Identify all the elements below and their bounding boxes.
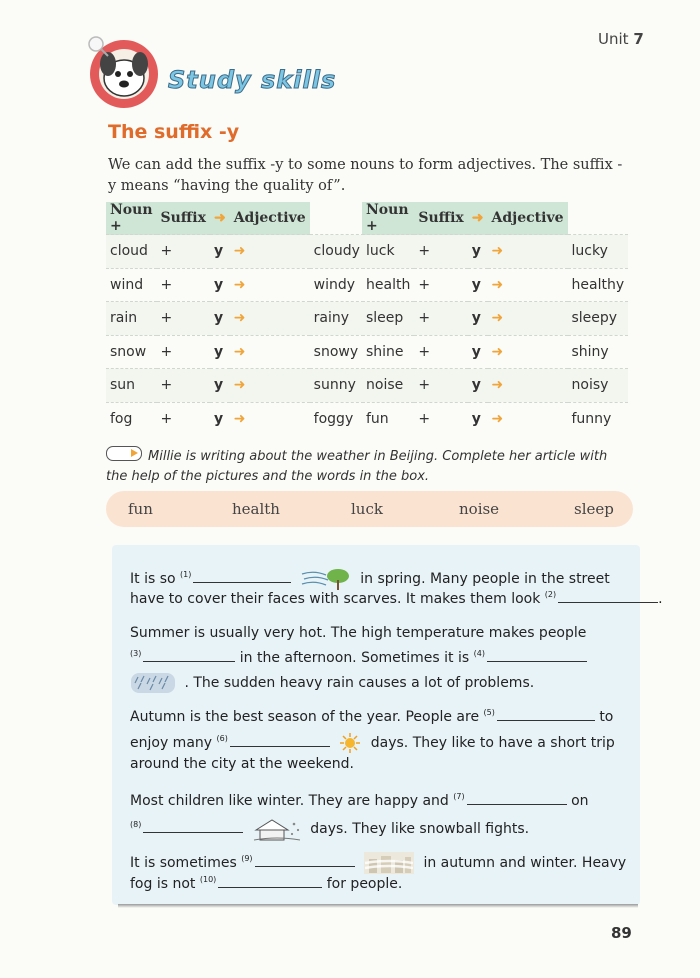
plus-cell: + bbox=[414, 235, 467, 269]
arrow-icon: ➜ bbox=[488, 369, 568, 403]
noun-cell: cloud bbox=[106, 235, 157, 269]
word-box bbox=[106, 491, 633, 527]
article-line: It is sometimes $^{(9)}$ in autumn and winter. Heavy bbox=[130, 851, 626, 875]
arrow-icon: ➜ bbox=[230, 369, 310, 403]
plus-cell: + bbox=[157, 369, 210, 403]
noun-cell: noise bbox=[362, 369, 414, 403]
noun-cell: fog bbox=[106, 402, 157, 435]
article-line: Summer is usually very hot. The high temperature makes people bbox=[130, 625, 587, 641]
page-title: Study skills bbox=[168, 66, 337, 94]
table-row bbox=[106, 302, 364, 336]
plus-cell: + bbox=[414, 402, 467, 435]
article-line: around the city at the weekend. bbox=[130, 756, 354, 772]
snowy-house-icon bbox=[252, 816, 302, 842]
plus-cell: + bbox=[157, 268, 210, 302]
table-row bbox=[362, 369, 628, 403]
noun-cell: rain bbox=[106, 302, 157, 336]
suffix-cell: y bbox=[468, 335, 488, 369]
blank-9[interactable] bbox=[255, 854, 355, 867]
noun-cell: sleep bbox=[362, 302, 414, 336]
table-row bbox=[362, 402, 628, 435]
blank-1[interactable] bbox=[193, 570, 291, 583]
plus-cell: + bbox=[414, 335, 467, 369]
arrow-icon: ➜ bbox=[488, 268, 568, 302]
article-line: have to cover their faces with scarves. It makes them look $^{(2)}$ . bbox=[130, 590, 663, 607]
article-line: Most children like winter. They are happy and $^{(7)}$ on bbox=[130, 792, 589, 809]
adjective-cell: foggy bbox=[310, 402, 364, 435]
adjective-cell: healthy bbox=[568, 268, 629, 302]
blank-4[interactable] bbox=[487, 649, 587, 662]
suffix-cell: y bbox=[210, 402, 230, 435]
blank-6[interactable] bbox=[230, 734, 330, 747]
dog-mascot-icon bbox=[82, 34, 172, 110]
adjective-cell: cloudy bbox=[310, 235, 364, 269]
word-box-item: noise bbox=[459, 500, 500, 518]
windy-tree-icon bbox=[300, 566, 352, 592]
adjective-cell: noisy bbox=[568, 369, 629, 403]
suffix-cell: y bbox=[210, 369, 230, 403]
table-header-row: Noun + Suffix ➜ Adjective bbox=[362, 202, 628, 235]
plus-cell: + bbox=[414, 369, 467, 403]
plus-cell: + bbox=[157, 335, 210, 369]
table-row bbox=[362, 302, 628, 336]
article-line: . The sudden heavy rain causes a lot of problems. bbox=[130, 672, 534, 694]
suffix-cell: y bbox=[210, 335, 230, 369]
plus-cell: + bbox=[157, 235, 210, 269]
blank-8[interactable] bbox=[143, 820, 243, 833]
arrow-icon: ➜ bbox=[488, 335, 568, 369]
suffix-cell: y bbox=[468, 302, 488, 336]
suffix-cell: y bbox=[468, 268, 488, 302]
adjective-cell: snowy bbox=[310, 335, 364, 369]
arrow-icon: ➜ bbox=[230, 302, 310, 336]
article-line: $^{(8)}$ days. They like snowball fights. bbox=[130, 816, 529, 842]
suffix-cell: y bbox=[210, 268, 230, 302]
arrow-icon: ➜ bbox=[488, 402, 568, 435]
intro-text: We can add the suffix -y to some nouns to form adjectives. The suffix -y means “having the quality of”. bbox=[108, 157, 623, 194]
suffix-table-left bbox=[106, 202, 364, 435]
article-line: fog is not $^{(10)}$ for people. bbox=[130, 875, 403, 892]
noun-cell: fun bbox=[362, 402, 414, 435]
unit-label: Unit 7 bbox=[598, 30, 644, 48]
arrow-icon: ➜ bbox=[488, 302, 568, 336]
adjective-cell: windy bbox=[310, 268, 364, 302]
plus-cell: + bbox=[157, 302, 210, 336]
table-row bbox=[362, 235, 628, 269]
adjective-cell: funny bbox=[568, 402, 629, 435]
plus-cell: + bbox=[414, 268, 467, 302]
noun-cell: health bbox=[362, 268, 414, 302]
suffix-cell: y bbox=[468, 402, 488, 435]
table-row bbox=[106, 402, 364, 435]
word-box-item: sleep bbox=[574, 500, 614, 518]
article-line: It is so $^{(1)}$ in spring. Many people in the street bbox=[130, 566, 610, 592]
article-shadow bbox=[118, 904, 638, 908]
plus-cell: + bbox=[414, 302, 467, 336]
task-instruction: Millie is writing about the weather in Beijing. Complete her article with the help of the pictures and the words in the box. bbox=[106, 446, 626, 487]
noun-cell: snow bbox=[106, 335, 157, 369]
arrow-icon: ➜ bbox=[488, 235, 568, 269]
table-header-row: Noun + Suffix ➜ Adjective bbox=[106, 202, 364, 235]
noun-cell: wind bbox=[106, 268, 157, 302]
blank-3[interactable] bbox=[143, 649, 235, 662]
adjective-cell: shiny bbox=[568, 335, 629, 369]
word-box-item: luck bbox=[351, 500, 383, 518]
suffix-cell: y bbox=[210, 302, 230, 336]
arrow-icon: ➜ bbox=[230, 402, 310, 435]
table-row bbox=[106, 335, 364, 369]
adjective-cell: sunny bbox=[310, 369, 364, 403]
noun-cell: sun bbox=[106, 369, 157, 403]
section-title: The suffix -y bbox=[108, 121, 240, 143]
adjective-cell: lucky bbox=[568, 235, 629, 269]
table-row bbox=[106, 235, 364, 269]
blank-2[interactable] bbox=[558, 590, 658, 603]
blank-5[interactable] bbox=[497, 708, 595, 721]
table-row bbox=[362, 268, 628, 302]
table-row bbox=[106, 369, 364, 403]
noun-cell: shine bbox=[362, 335, 414, 369]
article-line: enjoy many $^{(6)}$ days. They like to have a short trip bbox=[130, 732, 615, 754]
suffix-cell: y bbox=[468, 369, 488, 403]
word-box-item: health bbox=[232, 500, 280, 518]
page-number: 89 bbox=[611, 924, 632, 942]
suffix-cell: y bbox=[468, 235, 488, 269]
word-box-item: fun bbox=[128, 500, 153, 518]
listen-icon bbox=[106, 446, 142, 461]
arrow-icon: ➜ bbox=[230, 268, 310, 302]
table-row bbox=[106, 268, 364, 302]
article-line: $^{(3)}$ in the afternoon. Sometimes it is $^{(4)}$ bbox=[130, 649, 587, 666]
plus-cell: + bbox=[157, 402, 210, 435]
adjective-cell: sleepy bbox=[568, 302, 629, 336]
article-line: Autumn is the best season of the year. People are $^{(5)}$ to bbox=[130, 708, 614, 725]
arrow-icon: ➜ bbox=[230, 335, 310, 369]
foggy-city-icon bbox=[363, 851, 415, 875]
suffix-table-right bbox=[362, 202, 628, 435]
table-row bbox=[362, 335, 628, 369]
sun-icon bbox=[338, 732, 362, 754]
rain-icon bbox=[130, 672, 176, 694]
arrow-icon: ➜ bbox=[230, 235, 310, 269]
adjective-cell: rainy bbox=[310, 302, 364, 336]
blank-7[interactable] bbox=[467, 792, 567, 805]
suffix-cell: y bbox=[210, 235, 230, 269]
noun-cell: luck bbox=[362, 235, 414, 269]
blank-10[interactable] bbox=[218, 875, 322, 888]
